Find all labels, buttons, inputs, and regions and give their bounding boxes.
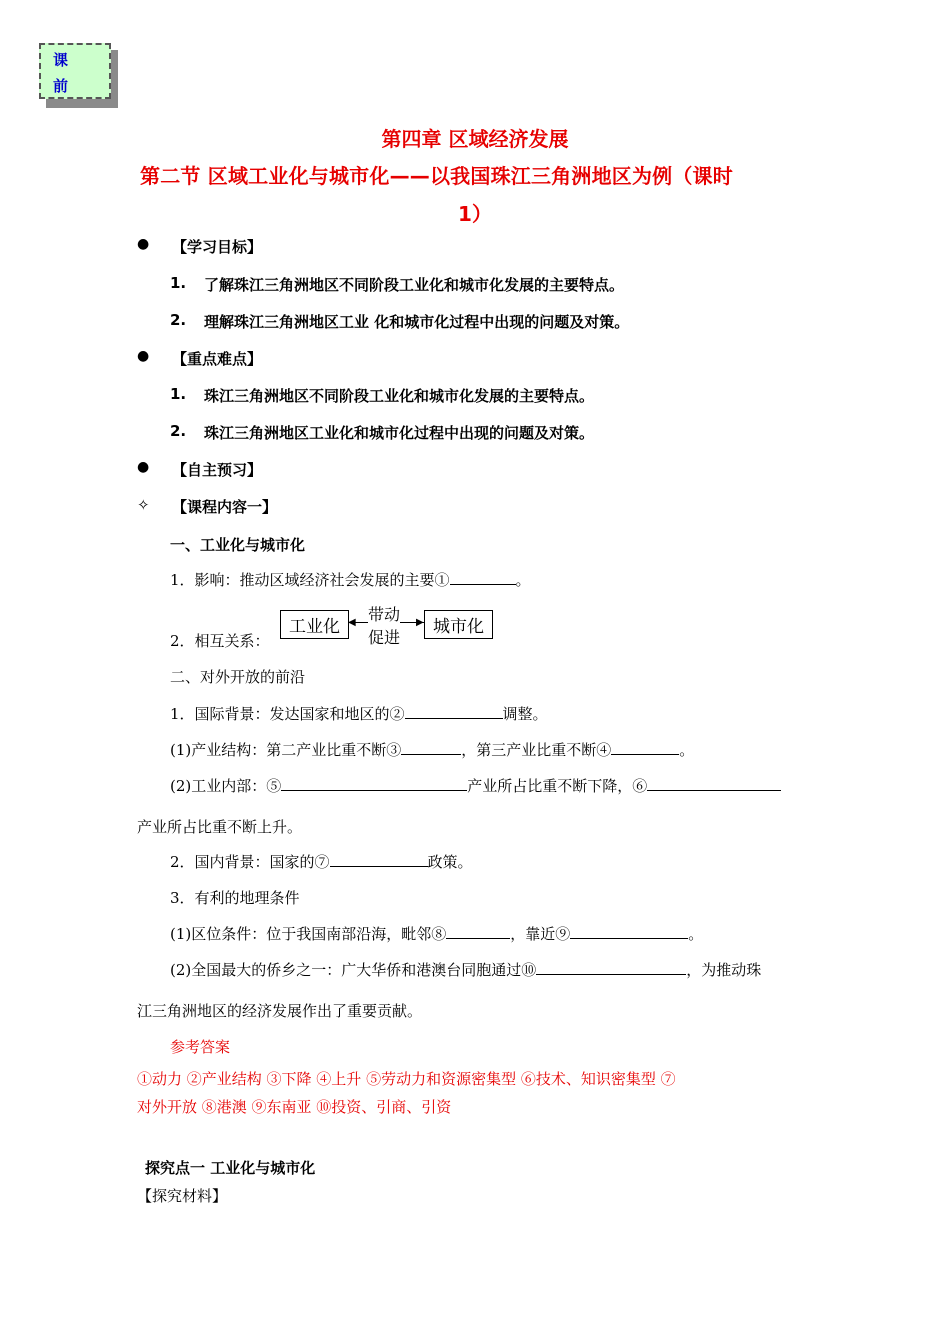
overseas-text3: 江三角洲地区的经济发展作出了重要贡献。 (137, 1002, 423, 1020)
line-international-text: 1．国际背景：发达国家和地区的② (170, 705, 405, 723)
arrow-right-icon: ▶ (416, 617, 424, 628)
bullet-icon: ● (137, 348, 150, 364)
course-heading: 【课程内容一】 (172, 498, 278, 516)
geo-conditions: 3．有利的地理条件 (170, 889, 300, 907)
arrow-left-icon: ◀ (348, 617, 356, 628)
overseas-text: (2)全国最大的侨乡之一：广大华侨和港澳台同胞通过⑩ (170, 961, 537, 979)
preview-heading: 【自主预习】 (172, 461, 263, 479)
location-text2: ，靠近⑨ (510, 925, 571, 943)
blank-3 (401, 740, 461, 755)
industry-text: (2)工业内部：⑤ (170, 777, 282, 795)
drive-label: 带动 (368, 602, 400, 625)
industrialization-box: 工业化 (280, 610, 349, 639)
line-international (170, 703, 548, 724)
blank-6 (647, 776, 781, 791)
blank-7 (330, 852, 428, 867)
urbanization-box: 城市化 (424, 610, 493, 639)
overseas-text2: ，为推动珠 (686, 961, 762, 979)
blank-8 (446, 924, 510, 939)
objective-text: 理解珠江三角洲地区工业 化和城市化过程中出现的问题及对策。 (204, 313, 630, 331)
line-overseas (170, 959, 761, 980)
structure-text: (1)产业结构：第二产业比重不断③ (170, 741, 402, 759)
badge-line1: 课 (53, 51, 69, 69)
blank-1 (450, 570, 516, 585)
domestic-end: 政策。 (427, 853, 473, 871)
punct: 。 (515, 571, 531, 589)
line-influence-text: 1．影响：推动区域经济社会发展的主要① (170, 571, 450, 589)
keypoint-num: 1. (170, 385, 187, 403)
blank-2 (405, 704, 503, 719)
industry-text2: 产业所占比重不断下降，⑥ (467, 777, 648, 795)
relation-diagram (280, 605, 494, 647)
section-title-line2: 1） (458, 202, 492, 226)
blank-10 (536, 960, 686, 975)
blank-9 (570, 924, 688, 939)
objective-num: 1. (170, 274, 187, 292)
keypoint-num: 2. (170, 422, 187, 440)
chapter-title: 第四章 区域经济发展 (381, 127, 569, 151)
bullet-icon: ● (137, 236, 150, 252)
objective-num: 2. (170, 311, 187, 329)
line-location (170, 923, 703, 944)
answers-line1: ①动力 ②产业结构 ③下降 ④上升 ⑤劳动力和资源密集型 ⑥技术、知识密集型 ⑦ (137, 1070, 676, 1088)
answers-heading: 参考答案 (170, 1038, 231, 1056)
objective-text: 了解珠江三角洲地区不同阶段工业化和城市化发展的主要特点。 (204, 276, 625, 294)
explore-title: 探究点一 工业化与城市化 (145, 1159, 316, 1177)
explore-material: 【探究材料】 (137, 1187, 228, 1205)
objectives-heading: 【学习目标】 (172, 238, 263, 256)
lesson-badge (39, 43, 111, 99)
line-structure (170, 739, 694, 760)
section-title-line1: 第二节 区域工业化与城市化——以我国珠江三角洲地区为例（课时 (140, 164, 733, 188)
industry-text3: 产业所占比重不断上升。 (137, 818, 303, 836)
sec1-title: 一、工业化与城市化 (170, 536, 306, 554)
line-influence (170, 569, 531, 590)
sec2-title: 二、对外开放的前沿 (170, 668, 306, 686)
promote-label: 促进 (368, 628, 401, 647)
location-text: (1)区位条件：位于我国南部沿海，毗邻⑧ (170, 925, 447, 943)
bullet-icon: ● (137, 459, 150, 475)
line-international-end: 调整。 (502, 705, 548, 723)
punct: 。 (688, 925, 704, 943)
blank-5 (281, 776, 467, 791)
line-domestic (170, 851, 473, 872)
diamond-icon: ✧ (137, 496, 150, 514)
keypoint-text: 珠江三角洲地区工业化和城市化过程中出现的问题及对策。 (204, 424, 595, 442)
keypoint-text: 珠江三角洲地区不同阶段工业化和城市化发展的主要特点。 (204, 387, 595, 405)
line-industry (170, 775, 781, 796)
answers-line2: 对外开放 ⑧港澳 ⑨东南亚 ⑩投资、引商、引资 (137, 1098, 452, 1116)
badge-line2: 前 (53, 77, 69, 95)
blank-4 (611, 740, 679, 755)
keypoints-heading: 【重点难点】 (172, 350, 263, 368)
structure-text2: ，第三产业比重不断④ (461, 741, 612, 759)
relation-label: 2．相互关系： (170, 632, 270, 650)
domestic-text: 2．国内背景：国家的⑦ (170, 853, 330, 871)
punct: 。 (679, 741, 695, 759)
